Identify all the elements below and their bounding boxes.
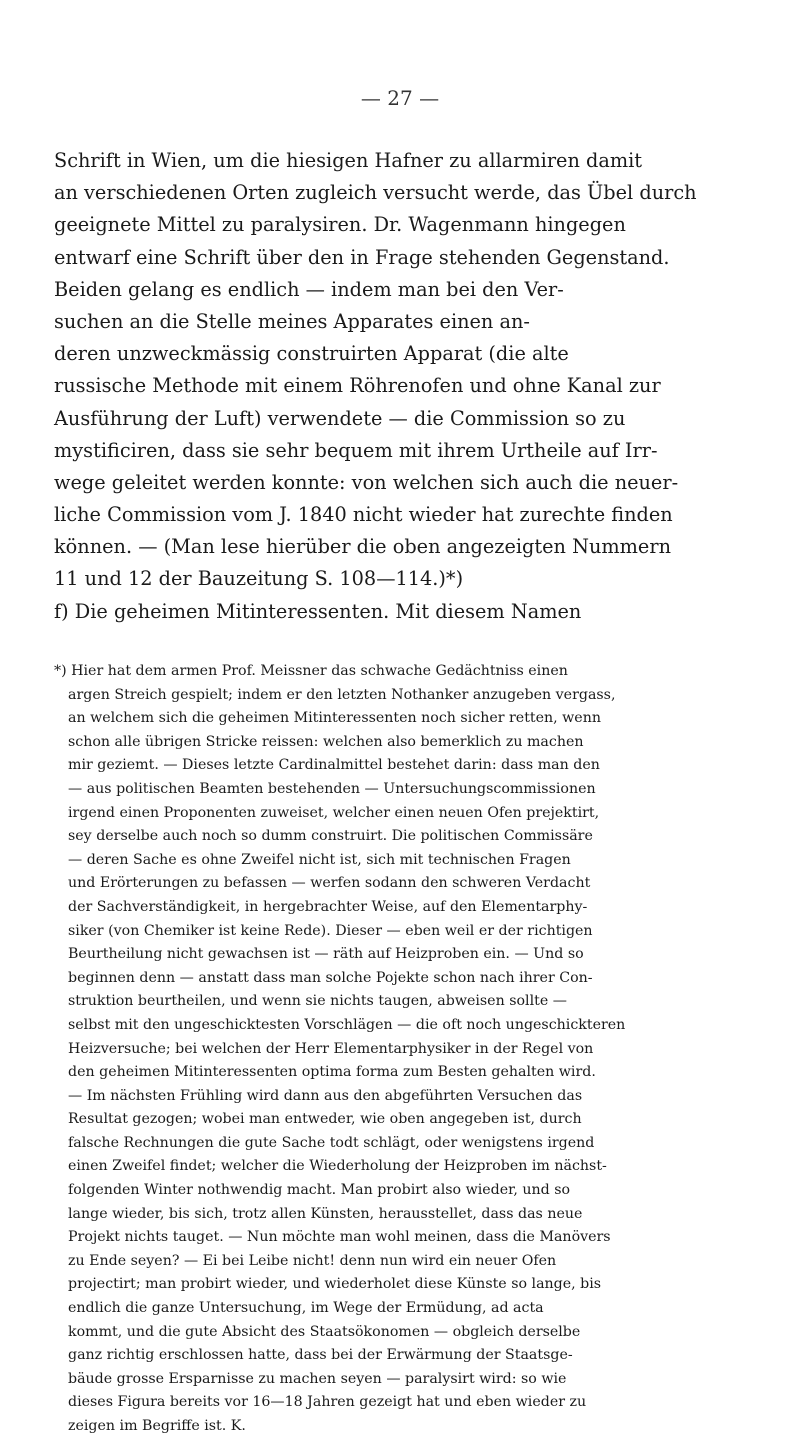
- footnote-line: falsche Rechnungen die gute Sache todt schlägt, oder wenigstens irgend: [68, 1134, 595, 1151]
- footnote-line: sey derselbe auch noch so dumm construirt. Die politischen Commissäre: [68, 828, 593, 845]
- body-line: können. — (Man lese hierüber die oben angezeigten Nummern: [54, 535, 671, 559]
- footnote-line: endlich die ganze Untersuchung, im Wege der Ermüdung, ad acta: [68, 1300, 544, 1317]
- footnote-line: Projekt nichts tauget. — Nun möchte man wohl meinen, dass die Manövers: [68, 1229, 611, 1246]
- footnote-line: *) Hier hat dem armen Prof. Meissner das schwache Gedächtniss einen: [54, 663, 568, 679]
- footnote-line: — deren Sache es ohne Zweifel nicht ist, sich mit technischen Fragen: [68, 851, 571, 868]
- footnote-line: schon alle übrigen Stricke reissen: welchen also bemerklich zu machen: [68, 733, 584, 750]
- footnote-line: bäude grosse Ersparnisse zu machen seyen — paralysirt wird: so wie: [68, 1370, 567, 1387]
- body-line: 11 und 12 der Bauzeitung S. 108—114.)*): [54, 567, 464, 591]
- body-line: mystificiren, dass sie sehr bequem mit ihrem Urtheile auf Irr-: [54, 438, 658, 462]
- body-line: wege geleitet werden konnte: von welchen sich auch die neuer-: [54, 470, 679, 494]
- footnote-line: — aus politischen Beamten bestehenden — Untersuchungscommissionen: [68, 780, 596, 797]
- footnote-line: projectirt; man probirt wieder, und wiederholet diese Künste so lange, bis: [68, 1276, 602, 1293]
- body-line: liche Commission vom J. 1840 nicht wieder hat zurechte finden: [54, 503, 673, 527]
- body-line: Beiden gelang es endlich — indem man bei den Ver-: [54, 277, 564, 301]
- footnote-line: Heizversuche; bei welchen der Herr Elementarphysiker in der Regel von: [68, 1040, 594, 1057]
- body-line: Ausführung der Luft) verwendete — die Commission so zu: [54, 406, 626, 430]
- page-number: — 27 —: [360, 86, 440, 110]
- body-line: entwarf eine Schrift über den in Frage stehenden Gegenstand.: [54, 245, 670, 269]
- footnote-line: — Im nächsten Frühling wird dann aus den abgeführten Versuchen das: [68, 1087, 583, 1104]
- body-line: russische Methode mit einem Röhrenofen und ohne Kanal zur: [54, 374, 661, 398]
- main-text: [54, 145, 746, 628]
- body-line: deren unzweckmässig construirten Apparat (die alte: [54, 342, 569, 366]
- footnote-line: struktion beurtheilen, und wenn sie nichts taugen, abweisen sollte —: [68, 993, 567, 1010]
- footnote-line: den geheimen Mitinteressenten optima forma zum Besten gehalten wird.: [68, 1064, 596, 1081]
- footnote-line: beginnen denn — anstatt dass man solche Pojekte schon nach ihrer Con-: [68, 969, 593, 986]
- footnote-line: mir geziemt. — Dieses letzte Cardinalmittel bestehet darin: dass man den: [68, 757, 600, 774]
- footnote-line: folgenden Winter nothwendig macht. Man probirt also wieder, und so: [68, 1182, 571, 1199]
- footnote-line: irgend einen Proponenten zuweiset, welcher einen neuen Ofen prejektirt,: [68, 804, 600, 821]
- body-line: Schrift in Wien, um die hiesigen Hafner zu allarmiren damit: [54, 149, 643, 172]
- footnote-line: selbst mit den ungeschicktesten Vorschlägen — die oft noch ungeschickteren: [68, 1016, 626, 1033]
- footnote: [54, 660, 746, 1439]
- body-line: an verschiedenen Orten zugleich versucht werde, das Übel durch: [54, 181, 697, 205]
- footnote-line: dieses Figura bereits vor 16—18 Jahren gezeigt hat und eben wieder zu: [68, 1394, 587, 1411]
- footnote-line: ganz richtig erschlossen hatte, dass bei der Erwärmung der Staatsge-: [68, 1347, 573, 1364]
- footnote-line: argen Streich gespielt; indem er den letzten Nothanker anzugeben vergass,: [68, 686, 616, 703]
- footnote-line: Beurtheilung nicht gewachsen ist — räth auf Heizproben ein. — Und so: [68, 946, 584, 963]
- footnote-line: der Sachverständigkeit, in hergebrachter Weise, auf den Elementarphy-: [68, 898, 588, 915]
- footnote-line: Resultat gezogen; wobei man entweder, wie oben angegeben ist, durch: [68, 1111, 582, 1128]
- footnote-line: zeigen im Begriffe ist. K.: [68, 1418, 246, 1434]
- body-line: suchen an die Stelle meines Apparates einen an-: [54, 309, 530, 333]
- body-line: geeignete Mittel zu paralysiren. Dr. Wagenmann hingegen: [54, 213, 626, 237]
- section-heading-line: f) Die geheimen Mitinteressenten. Mit diesem Namen: [54, 599, 582, 623]
- footnote-line: lange wieder, bis sich, trotz allen Künsten, herausstellet, dass das neue: [68, 1205, 583, 1222]
- footnote-line: siker (von Chemiker ist keine Rede). Dieser — eben weil er der richtigen: [68, 922, 593, 939]
- footnote-line: zu Ende seyen? — Ei bei Leibe nicht! denn nun wird ein neuer Ofen: [68, 1252, 557, 1269]
- footnote-line: kommt, und die gute Absicht des Staatsökonomen — obgleich derselbe: [68, 1323, 581, 1340]
- footnote-line: einen Zweifel findet; welcher die Wiederholung der Heizproben im nächst-: [68, 1158, 607, 1175]
- footnote-line: an welchem sich die geheimen Mitinteressenten noch sicher retten, wenn: [68, 710, 601, 727]
- footnote-line: und Erörterungen zu befassen — werfen sodann den schweren Verdacht: [68, 875, 591, 892]
